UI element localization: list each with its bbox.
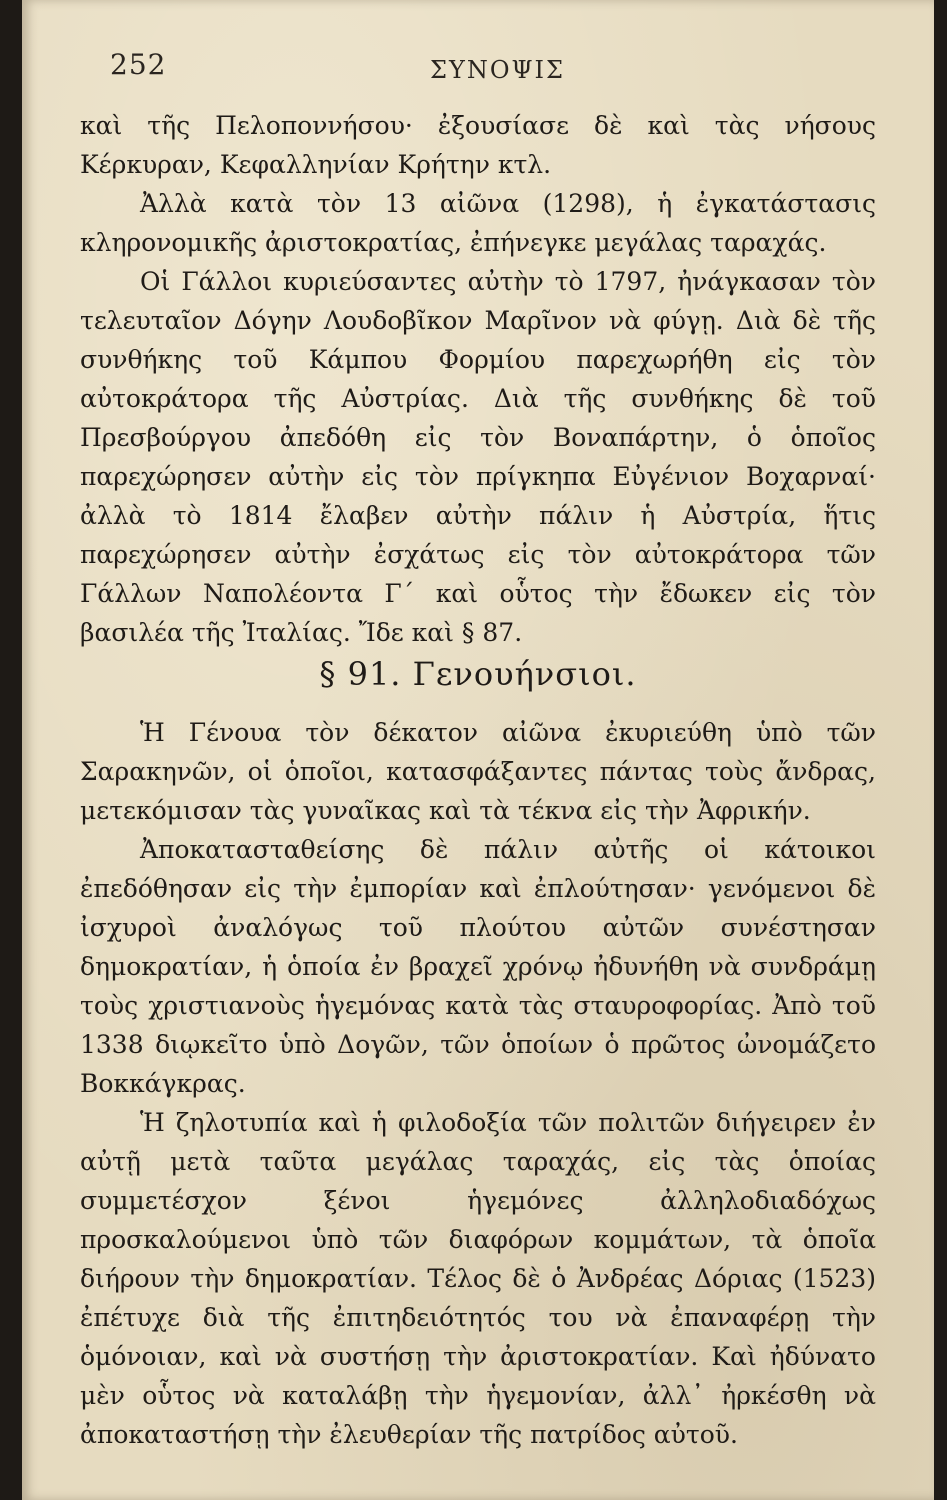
paragraph: Ἀποκατασταθείσης δὲ πάλιν αὐτῆς οἱ κάτοικοι ἐπεδόθησαν εἰς τὴν ἐμπορίαν καὶ ἐπλούτησαν· γενόμενοι δὲ ἰσχυροὶ ἀναλόγως τοῦ πλούτου αὐτῶν συνέστησαν δημοκρατίαν, ἡ ὁποία ἐν βραχεῖ χρόνῳ ἠδυνήθη νὰ συνδράμῃ τοὺς χριστιανοὺς ἡγεμόνας κατὰ τὰς σταυροφορίας. Ἀπὸ τοῦ 1338 διῳκεῖτο ὑπὸ Δογῶν, τῶν ὁποίων ὁ πρῶτος ὠνομάζετο Βοκκάγκρας. [80,835,876,1098]
paragraph-continued: καὶ τῆς Πελοποννήσου· ἐξουσίασε δὲ καὶ τὰς νήσους Κέρκυραν, Κεφαλληνίαν Κρήτην κτλ. [80,111,876,179]
body-text-section-91 [80,713,876,1454]
page-header [22,48,934,98]
paragraph: Ἡ ζηλοτυπία καὶ ἡ φιλοδοξία τῶν πολιτῶν διήγειρεν ἐν αὐτῇ μετὰ ταῦτα μεγάλας ταραχάς, εἰς τὰς ὁποίας συμμετέσχον ξένοι ἡγεμόνες ἀλληλοδιαδόχως προσκαλούμενοι ὑπὸ τῶν διαφόρων κομμάτων, τὰ ὁποῖα διήρουν τὴν δημοκρατίαν. Τέλος δὲ ὁ Ἀνδρέας Δόριας (1523) ἐπέτυχε διὰ τῆς ἐπιτηδειότητός του νὰ ἐπαναφέρῃ τὴν ὁμόνοιαν, καὶ νὰ συστήσῃ τὴν ἀριστοκρατίαν. Καὶ ἠδύνατο μὲν οὗτος νὰ καταλάβῃ τὴν ἡγεμονίαν, ἀλλ᾽ ἠρκέσθη νὰ ἀποκαταστήσῃ τὴν ἐλευθερίαν τῆς πατρίδος αὐτοῦ. [80,1108,876,1449]
running-head: ΣΥΝΟΨΙΣ [430,56,565,84]
paragraph: Ἡ Γένουα τὸν δέκατον αἰῶνα ἐκυριεύθη ὑπὸ τῶν Σαρακηνῶν, οἱ ὁποῖοι, κατασφάξαντες πάντας τοὺς ἄνδρας, μετεκόμισαν τὰς γυναῖκας καὶ τὰ τέκνα εἰς τὴν Ἀφρικήν. [80,718,876,825]
page-number: 252 [110,48,167,81]
paragraph: Ἀλλὰ κατὰ τὸν 13 αἰῶνα (1298), ἡ ἐγκατάστασις κληρονομικῆς ἀριστοκρατίας, ἐπήνεγκε μεγάλας ταραχάς. [80,189,876,257]
book-page [22,0,934,1500]
paragraph: Οἱ Γάλλοι κυριεύσαντες αὐτὴν τὸ 1797, ἠνάγκασαν τὸν τελευταῖον Δόγην Λουδοβῖκον Μαρῖνον νὰ φύγῃ. Διὰ δὲ τῆς συνθήκης τοῦ Κάμπου Φορμίου παρεχωρήθη εἰς τὸν αὐτοκράτορα τῆς Αὐστρίας. Διὰ τῆς συνθήκης δὲ τοῦ Πρεσβούργου ἀπεδόθη εἰς τὸν Βοναπάρτην, ὁ ὁποῖος παρεχώρησεν αὐτὴν εἰς τὸν πρίγκηπα Εὐγένιον Βοχαρναί· ἀλλὰ τὸ 1814 ἔλαβεν αὐτὴν πάλιν ἡ Αὐστρία, ἥτις παρεχώρησεν αὐτὴν ἐσχάτως εἰς τὸν αὐτοκράτορα τῶν Γάλλων Ναπολέοντα Γ´ καὶ οὗτος τὴν ἔδωκεν εἰς τὸν βασιλέα τῆς Ἰταλίας. Ἴδε καὶ § 87. [80,267,876,647]
section-heading: § 91. Γενουήνσιοι. [319,655,637,693]
body-text-top [80,106,876,652]
